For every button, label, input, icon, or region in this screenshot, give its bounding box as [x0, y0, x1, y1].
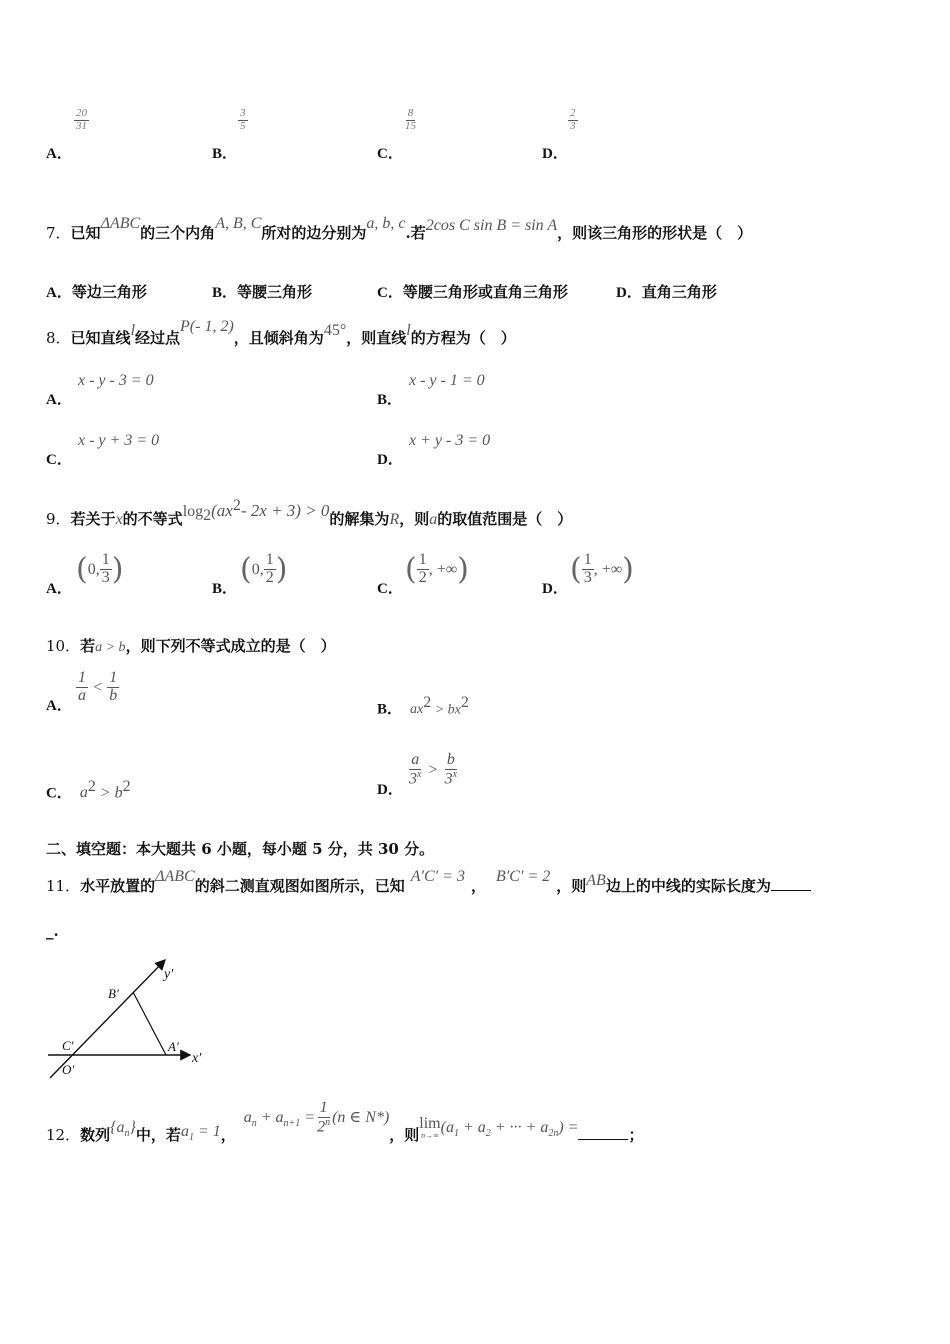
label-x: x′	[192, 1051, 202, 1066]
label-o: O′	[62, 1062, 75, 1077]
q6-c-fraction: $\frac{8}{15}$	[405, 107, 416, 132]
question-7: 7．已知ΔABC的三个内角A, B, C所对的边分别为a, b, c.若2cos C sin B = sin A，则该三角形的形状是（ ）	[46, 215, 753, 242]
q6-d-fraction: $\frac{2}{3}$	[570, 107, 576, 132]
answer-blank[interactable]	[771, 890, 811, 891]
question-number: 9．	[46, 510, 71, 528]
q11-continuation: _.	[46, 922, 59, 940]
question-10: 10．若a > b，则下列不等式成立的是（ ）	[46, 637, 336, 655]
q10-option-c: C． $a^2 > b^2$	[46, 778, 131, 802]
segment-ba	[133, 992, 166, 1055]
oblique-diagram	[40, 950, 230, 1085]
q7-option-c: C．等腰三角形或直角三角形	[377, 283, 568, 301]
limit-expression: lim n→∞ ($a_1 + a_2$ + ··· + $a_{2n}$) =	[419, 1114, 579, 1140]
question-8: 8．已知直线l经过点P(- 1, 2)，且倾斜角为45°，则直线l的方程为（ ）	[46, 318, 516, 347]
question-number: 7．	[46, 224, 71, 242]
interval: (0, $\frac{1}{2}$ )	[240, 551, 288, 587]
question-12: 12．数列$\{a_n\}$中，若$a_1 = 1$，$a_n + a_{n+1}$ = $\frac{1}{2^n}$ (n ∈ N*)，则 lim n→∞ ($a_1 + a_2$ + ··· + $a_{2n}$) = ；	[46, 1099, 644, 1144]
interval: ( $\frac{1}{3}$ , +∞)	[570, 551, 634, 587]
interval: ( $\frac{1}{2}$ , +∞)	[405, 551, 469, 587]
label-y: y′	[164, 967, 174, 982]
q7-option-b: B．等腰三角形	[212, 283, 313, 301]
expression: $\frac{1}{a}$ < $\frac{1}{b}$	[78, 669, 118, 704]
question-11: 11．水平放置的ΔABC的斜二测直观图如图所示，已知A′C′ = 3，B′C′ = 2，则AB边上的中线的实际长度为	[46, 875, 811, 896]
question-number: 11．	[46, 877, 81, 895]
option-label: C．	[377, 146, 403, 162]
q7-option-a: A．等边三角形	[46, 283, 147, 301]
q6-b-fraction: $\frac{3}{5}$	[240, 107, 246, 132]
option-label: D．	[542, 146, 568, 162]
question-number: 10．	[46, 637, 81, 655]
option-label: A．	[46, 146, 72, 162]
label-c: C′	[62, 1038, 74, 1053]
q7-option-d: D．直角三角形	[616, 283, 717, 301]
label-a: A′	[168, 1039, 179, 1054]
option-label: B．	[212, 146, 238, 162]
question-number: 8．	[46, 329, 71, 347]
question-number: 12．	[46, 1125, 81, 1144]
section-heading: 二、填空题：本大题共 6 小题，每小题 5 分，共 30 分。	[46, 840, 435, 858]
log-expression: $\log_2(ax^2-$ 2x + 3) > 0	[182, 497, 330, 524]
answer-blank[interactable]	[578, 1139, 628, 1140]
expression: $\frac{a}{3^x}$ > $\frac{b}{3^x}$	[409, 751, 458, 788]
q6-a-fraction: $\frac{20}{31}$	[76, 107, 87, 132]
interval: (0, $\frac{1}{3}$ )	[76, 551, 124, 587]
question-9: 9．若关于x的不等式$\log_2(ax^2-$ 2x + 3) > 0的解集为R，则a的取值范围是（ ）	[46, 497, 573, 528]
q10-option-b: B． $ax^2 > bx^2$	[377, 694, 469, 718]
label-b: B′	[108, 986, 119, 1001]
